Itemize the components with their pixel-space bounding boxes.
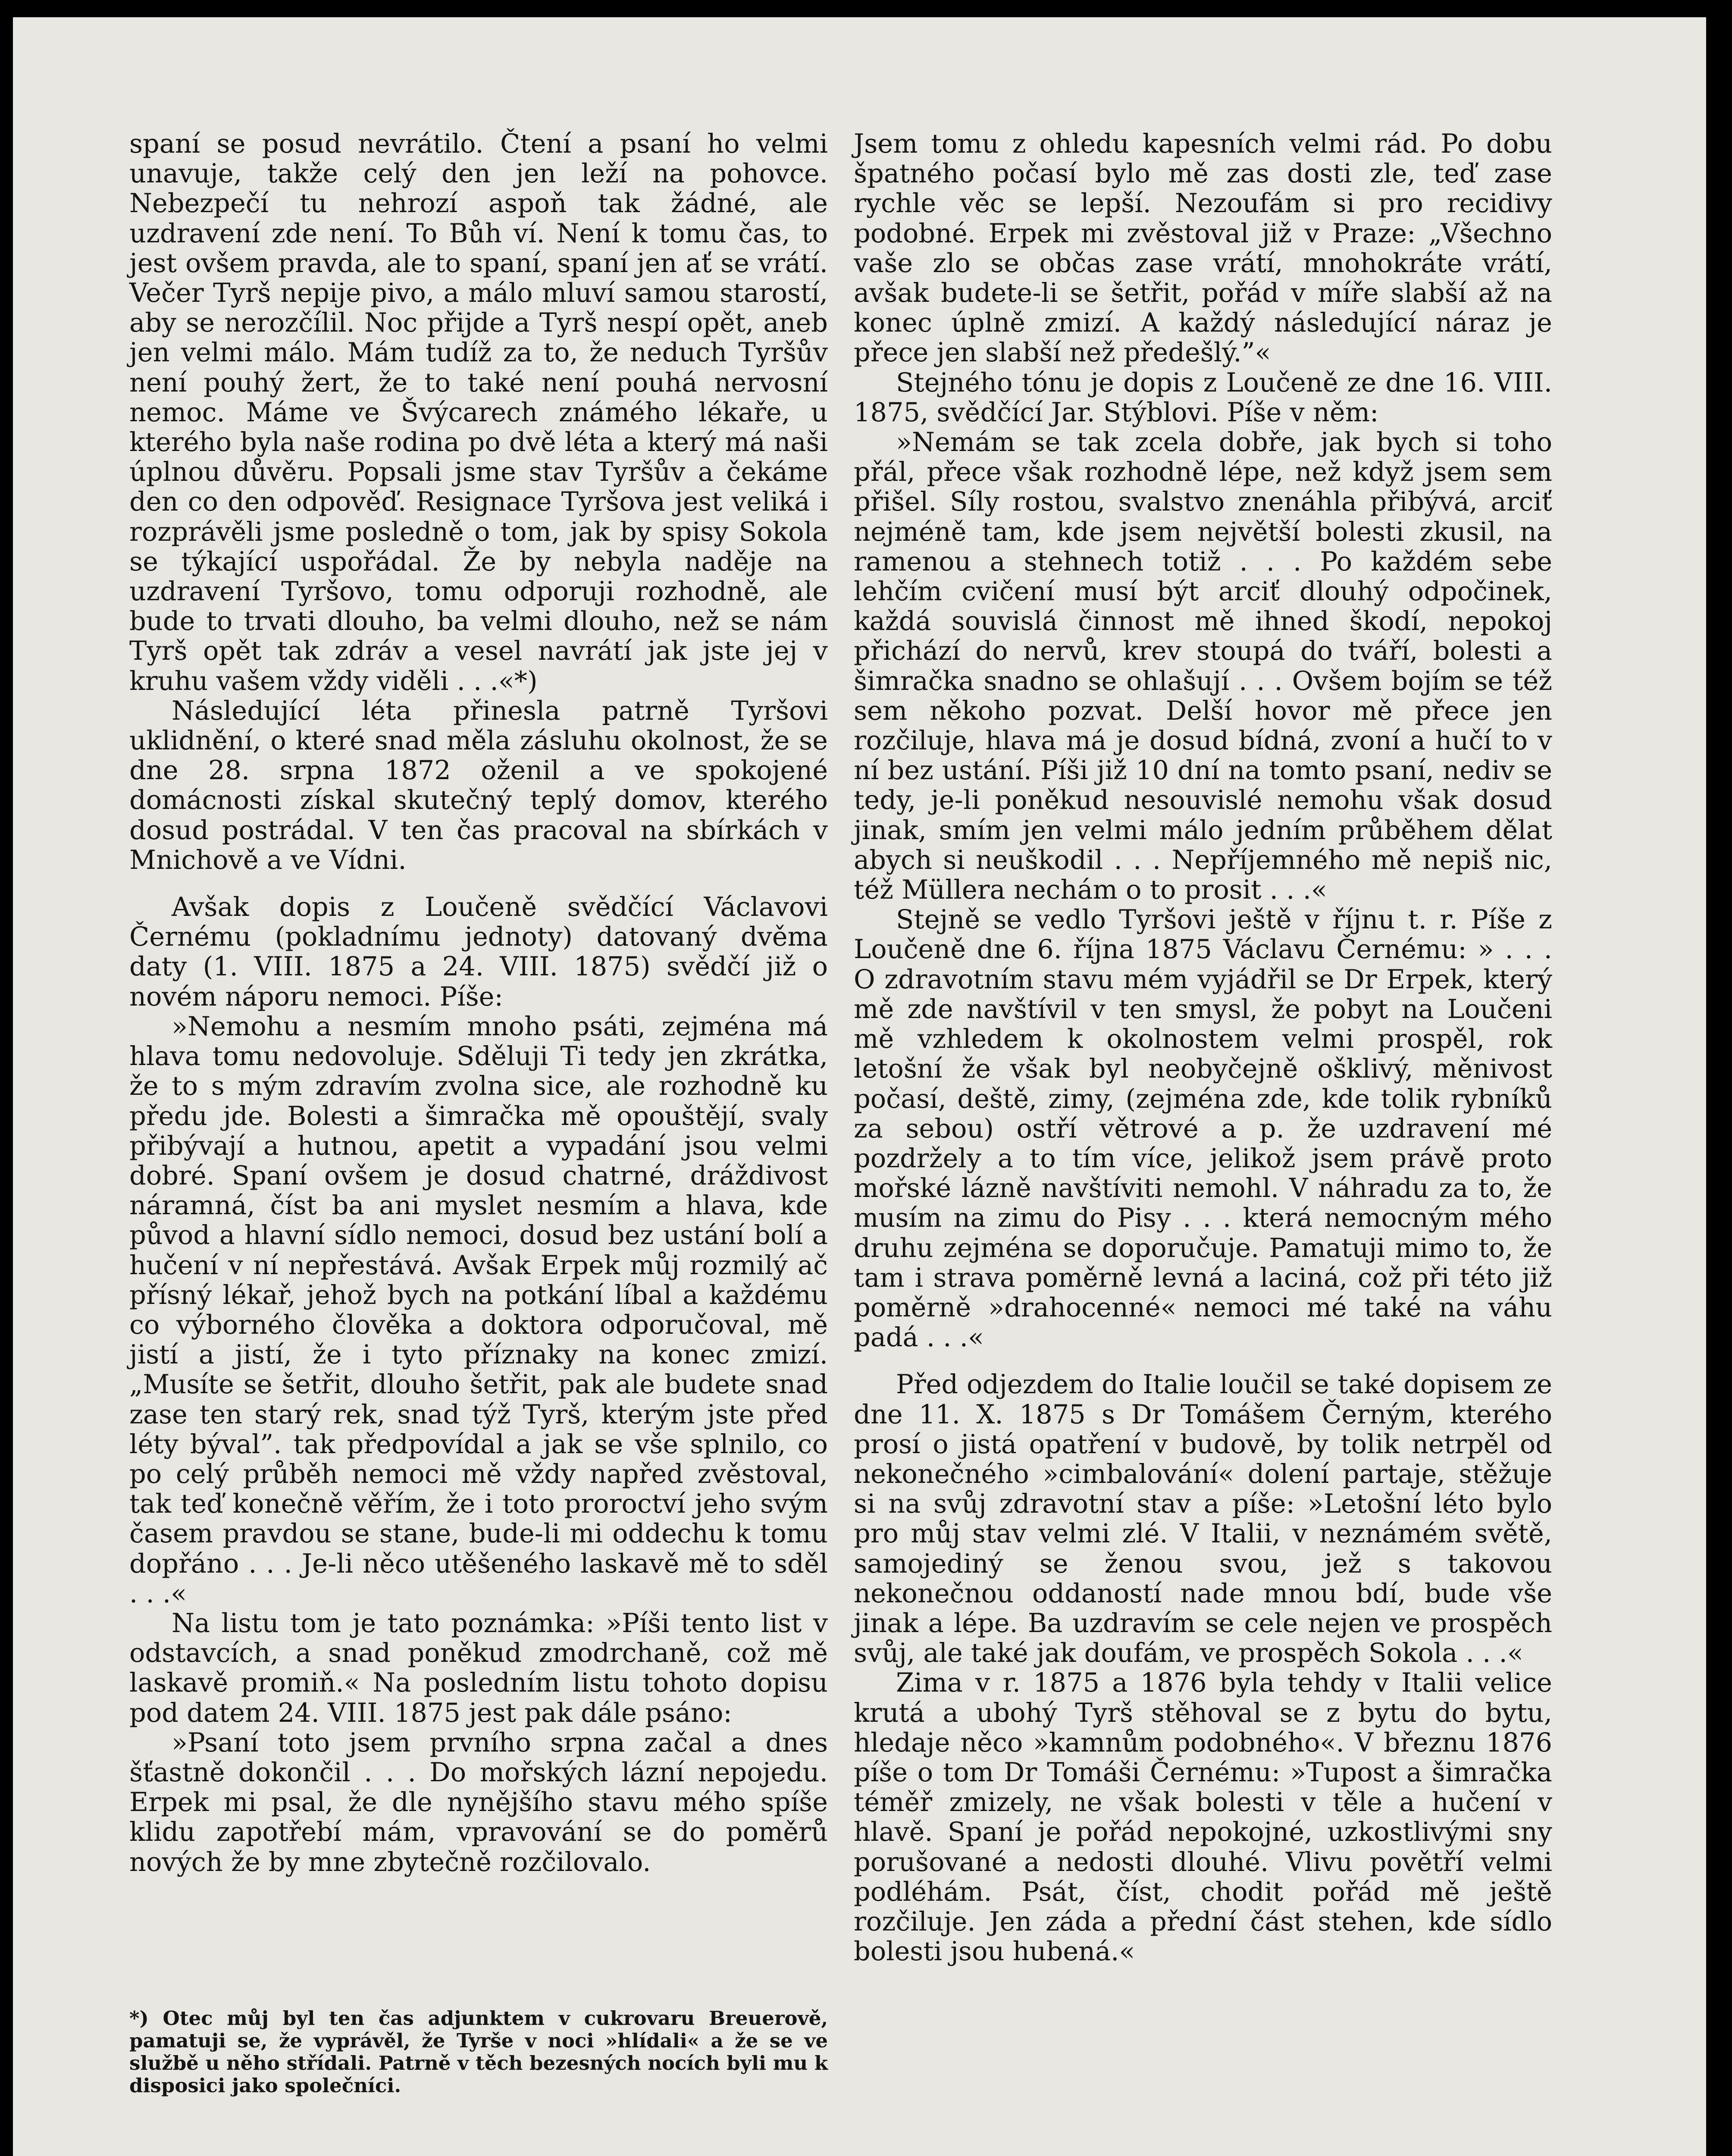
right-column [854,129,1552,1967]
paragraph: »Psaní toto jsem prvního srpna začal a dnes šťastně dokončil . . . Do mořských lázní nepojedu. Erpek mi psal, že dle nynějšího stavu mého spíše klidu zapotřebí mám, vpravování se do poměrů nových že by mne zbytečně rozčilovalo. [129,1727,828,1877]
paragraph: Zima v r. 1875 a 1876 byla tehdy v Italii velice krutá a ubohý Tyrš stěhoval se z bytu do bytu, hledaje něco »kamnům podobného«. V březnu 1876 píše o tom Dr Tomáši Černému: »Tupost a šimračka téměř zmizely, ne však bolesti v těle a hučení v hlavě. Spaní je pořád nepokojné, uzkostlivými sny porušované a nedosti dlouhé. Vlivu povětří velmi podléhám. Psát, číst, chodit pořád mě ještě rozčiluje. Jen záda a přední část stehen, kde sídlo bolesti jsou hubená.« [854,1668,1552,1967]
paragraph: spaní se posud nevrátilo. Čtení a psaní ho velmi unavuje, takže celý den jen leží na pohovce. Nebezpečí tu nehrozí aspoň tak žádné, ale uzdravení zde není. To Bůh ví. Není k tomu čas, to jest ovšem pravda, ale to spaní, spaní jen ať se vrátí. Večer Tyrš nepije pivo, a málo mluví samou starostí, aby se nerozčílil. Noc přijde a Tyrš nespí opět, aneb jen velmi málo. Mám tudíž za to, že neduch Tyršův není pouhý žert, že to také není pouhá nervosní nemoc. Máme ve Švýcarech známého lékaře, u kterého byla naše rodina po dvě léta a který má naši úplnou důvěru. Popsali jsme stav Tyršův a čekáme den co den odpověď. Resignace Tyršova jest veliká i rozprávěli jsme posledně o tom, jak by spisy Sokola se týkající uspořádal. Že by nebyla naděje na uzdravení Tyršovo, tomu odporuji rozhodně, ale bude to trvati dlouho, ba velmi dlouho, než se nám Tyrš opět tak zdráv a vesel navrátí jak jste jej v kruhu vašem vždy viděli . . .«*) [129,129,828,696]
scan-border-top [0,0,1732,17]
paragraph: Jsem tomu z ohledu kapesních velmi rád. Po dobu špatného počasí bylo mě zas dosti zle, teď zase rychle věc se lepší. Nezoufám si pro recidivy podobné. Erpek mi zvěstoval již v Praze: „Všechno vaše zlo se občas zase vrátí, mnohokráte vrátí, avšak budete-li se šetřit, pořád v míře slabší až na konec úplně zmizí. A každý následující náraz je přece jen slabší než předešlý.”« [854,129,1552,368]
scan-border-left [0,0,13,2156]
left-column [129,129,828,1877]
footnote: *) Otec můj byl ten čas adjunktem v cukrovaru Breuerově, pamatuji se, že vyprávěl, že Tyrše v noci »hlídali« a že se ve službě u něho střídali. Patrně v těch bezesných nocích byli mu k disposici jako společníci. [129,2007,828,2097]
paragraph: Stejně se vedlo Tyršovi ještě v říjnu t. r. Píše z Loučeně dne 6. října 1875 Václavu Černému: » . . . O zdravotním stavu mém vyjádřil se Dr Erpek, který mě zde navštívil v ten smysl, že pobyt na Loučeni mě vzhledem k okolnostem velmi prospěl, rok letošní že však byl neobyčejně ošklivý, měnivost počasí, deště, zimy, (zejména zde, kde tolik rybníků za sebou) ostří větrové a p. že uzdravení mé pozdržely a to tím více, jelikož jsem právě proto mořské lázně navštíviti nemohl. V náhradu za to, že musím na zimu do Pisy . . . která nemocným mého druhu zejména se doporučuje. Pamatuji mimo to, že tam i strava poměrně levná a laciná, což při této již poměrně »drahocenné« nemoci mé také na váhu padá . . .« [854,905,1552,1353]
scan-border-right [1706,0,1732,2156]
paragraph: Před odjezdem do Italie loučil se také dopisem ze dne 11. X. 1875 s Dr Tomášem Černým, kterého prosí o jistá opatření v budově, by tolik netrpěl od nekonečného »cimbalování« dolení partaje, stěžuje si na svůj zdravotní stav a píše: »Letošní léto bylo pro můj stav velmi zlé. V Italii, v neznámém světě, samojediný se ženou svou, jež s takovou nekonečnou oddaností nade mnou bdí, bude vše jinak a lépe. Ba uzdravím se cele nejen ve prospěch svůj, ale také jak doufám, ve prospěch Sokola . . .« [854,1369,1552,1669]
paragraph: »Nemám se tak zcela dobře, jak bych si toho přál, přece však rozhodně lépe, než když jsem sem přišel. Síly rostou, svalstvo znenáhla přibývá, arciť nejméně tam, kde jsem největší bolesti zkusil, na ramenou a stehnech totiž . . . Po každém sebe lehčím cvičení musí být arciť dlouhý odpočinek, každá souvislá činnost mě ihned škodí, nepokoj přichází do nervů, krev stoupá do tváří, bolesti a šimračka snadno se ohlašují . . . Ovšem bojím se též sem někoho pozvat. Delší hovor mě přece jen rozčiluje, hlava má je dosud bídná, zvoní a hučí to v ní bez ustání. Píši již 10 dní na tomto psaní, nediv se tedy, je-li poněkud nesouvislé nemohu však dosud jinak, smím jen velmi málo jedním průběhem dělat abych si neuškodil . . . Nepříjemného mě nepiš nic, též Müllera nechám o to prosit . . .« [854,427,1552,906]
paragraph: Avšak dopis z Loučeně svědčící Václavovi Černému (pokladnímu jednoty) datovaný dvěma daty (1. VIII. 1875 a 24. VIII. 1875) svědčí již o novém náporu nemoci. Píše: [129,892,828,1012]
paragraph: Následující léta přinesla patrně Tyršovi uklidnění, o které snad měla zásluhu okolnost, že se dne 28. srpna 1872 oženil a ve spokojené domácnosti získal skutečný teplý domov, kterého dosud postrádal. V ten čas pracoval na sbírkách v Mnichově a ve Vídni. [129,696,828,875]
paragraph: Stejného tónu je dopis z Loučeně ze dne 16. VIII. 1875, svědčící Jar. Stýblovi. Píše v něm: [854,367,1552,428]
paragraph: »Nemohu a nesmím mnoho psáti, zejména má hlava tomu nedovoluje. Sděluji Ti tedy jen zkrátka, že to s mým zdravím zvolna sice, ale rozhodně ku předu jde. Bolesti a šimračka mě opouštějí, svaly přibývají a hutnou, apetit a vypadání jsou velmi dobré. Spaní ovšem je dosud chatrné, dráždivost náramná, číst ba ani myslet nesmím a hlava, kde původ a hlavní sídlo nemoci, dosud bez ustání bolí a hučení v ní nepřestává. Avšak Erpek můj rozmilý ač přísný lékař, jehož bych na potkání líbal a každému co výborného člověka a doktora odporučoval, mě jistí a jistí, že i tyto příznaky na konec zmizí. „Musíte se šetřit, dlouho šetřit, pak ale budete snad zase ten starý rek, snad týž Tyrš, kterým jste před léty býval”. tak předpovídal a jak se vše splnilo, co po celý průběh nemoci mě vždy napřed zvěstoval, tak teď konečně věřím, že i toto proroctví jeho svým časem pravdou se stane, bude-li mi oddechu k tomu dopřáno . . . Je-li něco utěšeného laskavě mě to sděl . . .« [129,1011,828,1609]
paragraph: Na listu tom je tato poznámka: »Píši tento list v odstavcích, a snad poněkud zmodrchaně, což mě laskavě promiň.« Na posledním listu tohoto dopisu pod datem 24. VIII. 1875 jest pak dále psáno: [129,1608,828,1728]
